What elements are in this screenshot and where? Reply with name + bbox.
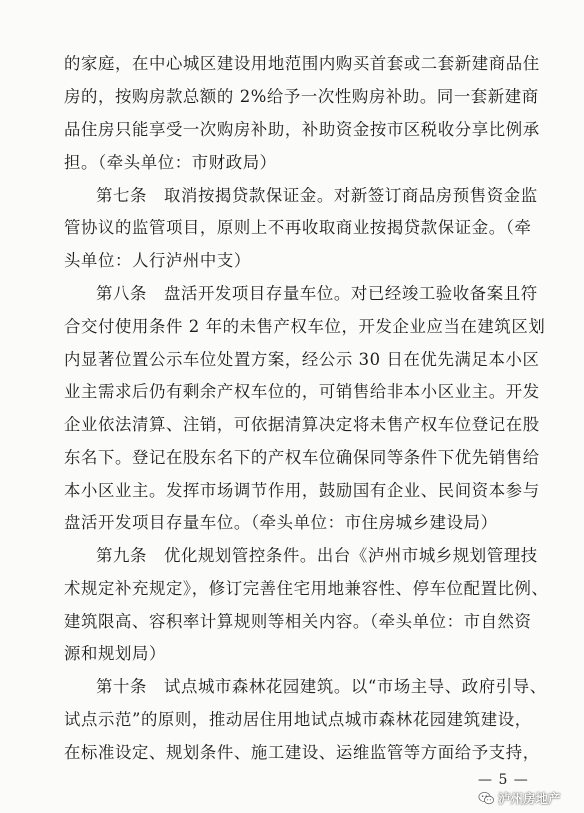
watermark-label: 泸州房地产 bbox=[498, 791, 561, 806]
text-line: 源和规划局） bbox=[64, 644, 166, 663]
text-line: 房的，按购房款总额的 2%给予一次性购房补助。同一套新建商 bbox=[64, 87, 539, 106]
text-line: 内显著位置公示车位处置方案，经公示 30 日在优先满足本小区 bbox=[64, 350, 540, 369]
text-line: 建筑限高、容积率计算规则等相关内容。（牵头单位：市自然资 bbox=[64, 612, 532, 631]
text-line: 品住房只能享受一次购房补助，补助资金按市区税收分享比例承 bbox=[64, 120, 540, 139]
text-line: 本小区业主。发挥市场调节作用，鼓励国有企业、民间资本参与 bbox=[64, 481, 540, 500]
article-8-heading-line: 第八条 盘活开发项目存量车位。对已经竣工验收备案且符 bbox=[96, 284, 538, 303]
page-number: — 5 — bbox=[478, 772, 529, 788]
text-line: 术规定补充规定》，修订完善住宅用地兼容性、停车位配置比例、 bbox=[64, 579, 549, 598]
text-line: 的家庭，在中心城区建设用地范围内购买首套或二套新建商品住 bbox=[64, 54, 540, 73]
article-7-heading-line: 第七条 取消按揭贷款保证金。对新签订商品房预售资金监 bbox=[96, 186, 538, 205]
text-line: 在标准设定、规划条件、施工建设、运维监管等方面给予支持， bbox=[64, 743, 540, 762]
text-line: 管协议的监管项目，原则上不再收取商业按揭贷款保证金。（牵 bbox=[64, 218, 532, 237]
text-line: 头单位：人行泸州中支） bbox=[64, 251, 251, 270]
text-line: 盘活开发项目存量车位。（牵头单位：市住房城乡建设局） bbox=[64, 513, 498, 532]
article-10-heading-line: 第十条 试点城市森林花园建筑。以“市场主导、政府引导、 bbox=[96, 677, 547, 696]
article-9-heading-line: 第九条 优化规划管控条件。出台《泸州市城乡规划管理技 bbox=[96, 546, 538, 565]
source-watermark bbox=[478, 789, 561, 807]
text-line: 担。（牵头单位：市财政局） bbox=[64, 153, 277, 172]
wechat-icon bbox=[478, 790, 495, 807]
text-line: 试点示范”的原则，推动居住用地试点城市森林花园建筑建设， bbox=[64, 710, 532, 729]
text-line: 合交付使用条件 2 年的未售产权车位，开发企业应当在建筑区划 bbox=[64, 317, 546, 336]
text-line: 东名下。登记在股东名下的产权车位确保同等条件下优先销售给 bbox=[64, 448, 540, 467]
text-line: 业主需求后仍有剩余产权车位的，可销售给非本小区业主。开发 bbox=[64, 382, 540, 401]
text-line: 企业依法清算、注销，可依据清算决定将未售产权车位登记在股 bbox=[64, 415, 540, 434]
